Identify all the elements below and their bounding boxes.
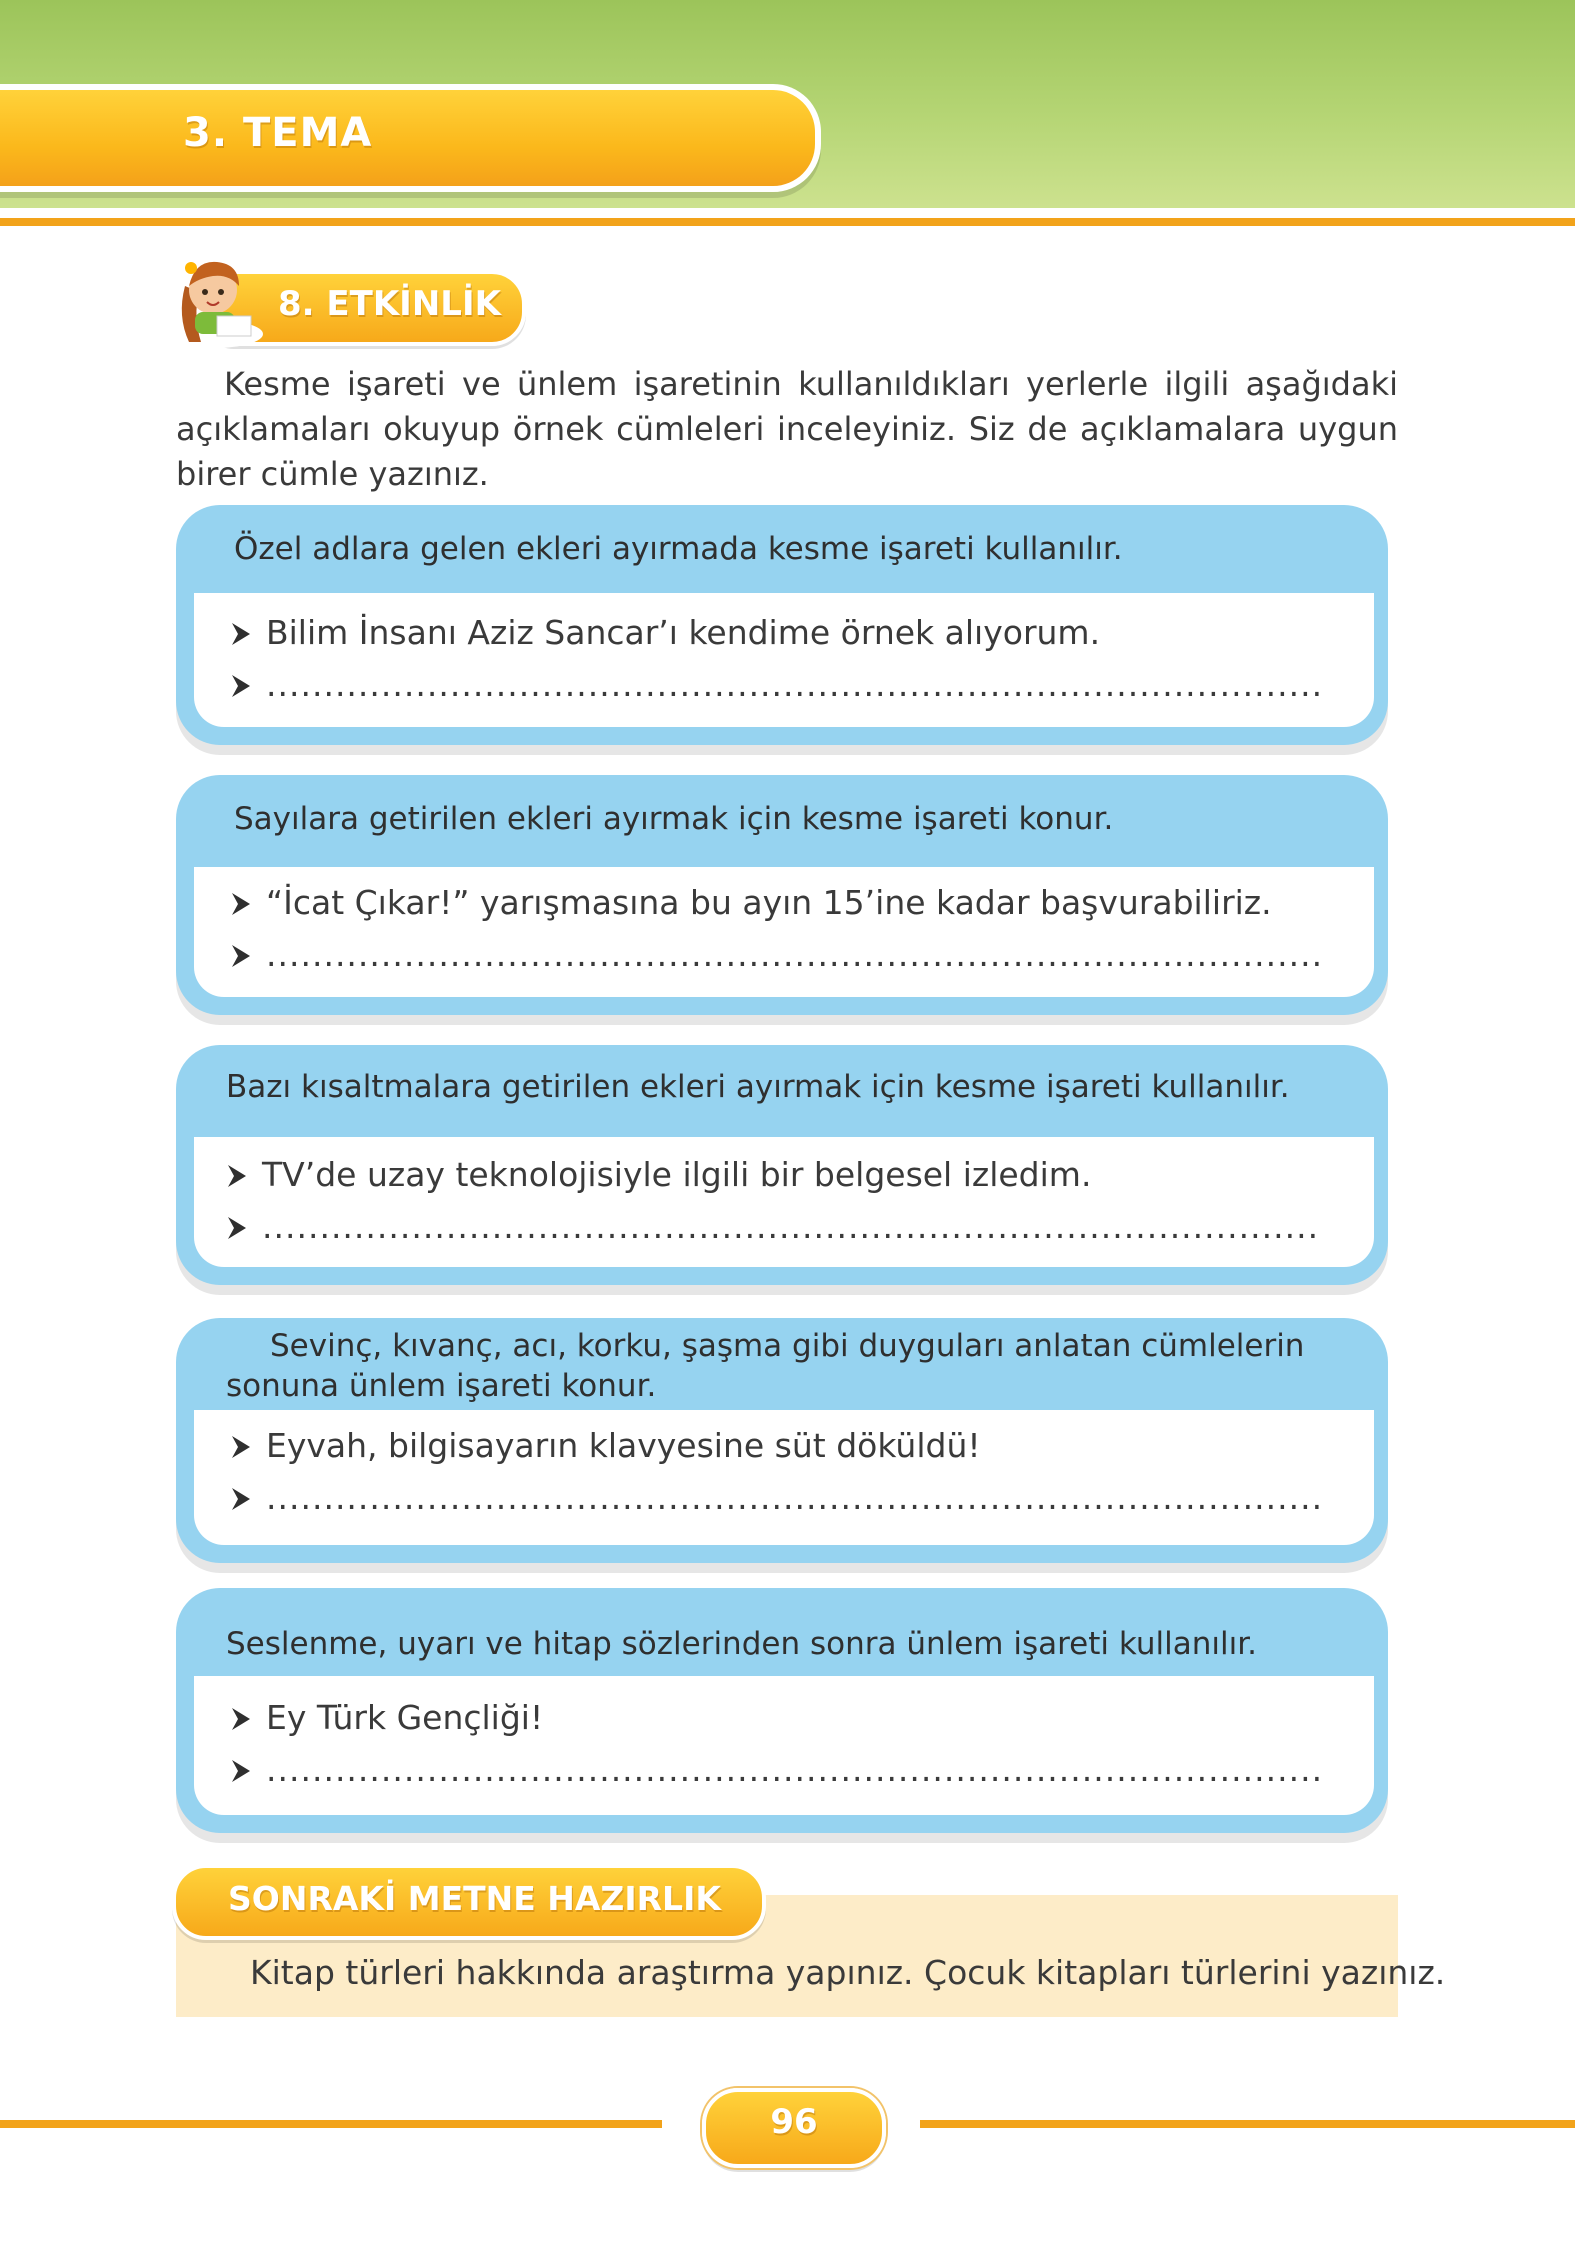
answer-blank: ............................................................................................: [266, 935, 1324, 974]
header-divider-white: [0, 208, 1575, 218]
example-sentence: [226, 1155, 1358, 1201]
next-text-prep-title: SONRAKİ METNE HAZIRLIK: [228, 1879, 721, 1918]
arrow-bullet-icon: [230, 1434, 252, 1460]
theme-label: 3. TEMA: [183, 110, 373, 156]
rule-title: Özel adlara gelen ekleri ayırmada kesme işareti kullanılır.: [234, 531, 1123, 567]
example-text: Eyvah, bilgisayarın klavyesine süt döküldü!: [266, 1426, 981, 1465]
rule-card: [176, 1588, 1388, 1833]
rule-title: Sayılara getirilen ekleri ayırmak için kesme işareti konur.: [234, 801, 1114, 837]
answer-line[interactable]: [230, 935, 1358, 981]
example-sentence: [230, 1426, 1358, 1472]
example-text: “İcat Çıkar!” yarışmasına bu ayın 15’ine kadar başvurabiliriz.: [266, 883, 1272, 922]
answer-blank: ............................................................................................: [266, 665, 1324, 704]
answer-blank: ............................................................................................: [262, 1207, 1320, 1246]
answer-blank: ............................................................................................: [266, 1750, 1324, 1789]
answer-line[interactable]: [230, 1478, 1358, 1524]
activity-instructions: Kesme işareti ve ünlem işaretinin kullanıldıkları yerlerle ilgili aşağıdaki açıklamaları okuyup örnek cümleleri inceleyiniz. Siz de açıklamalara uygun birer cümle yazınız.: [176, 365, 1398, 493]
next-text-prep-text: Kitap türleri hakkında araştırma yapınız. Çocuk kitapları türlerini yazınız.: [250, 1953, 1446, 1992]
answer-line[interactable]: [230, 1750, 1358, 1796]
activity-label: 8. ETKİNLİK: [278, 284, 501, 324]
arrow-bullet-icon: [230, 943, 252, 969]
arrow-bullet-icon: [230, 621, 252, 647]
rule-card: [176, 505, 1388, 745]
answer-line[interactable]: [230, 665, 1358, 711]
example-sentence: [230, 883, 1358, 929]
rule-title: Bazı kısaltmalara getirilen ekleri ayırmak için kesme işareti kullanılır.: [226, 1069, 1290, 1105]
arrow-bullet-icon: [226, 1163, 248, 1189]
arrow-bullet-icon: [230, 1486, 252, 1512]
rule-title: Sevinç, kıvanç, acı, korku, şaşma gibi duyguları anlatan cümlelerin sonuna ünlem işareti konur.: [226, 1328, 1305, 1404]
page-number: 96: [770, 2102, 818, 2142]
arrow-bullet-icon: [230, 1706, 252, 1732]
arrow-bullet-icon: [230, 673, 252, 699]
rule-card: [176, 775, 1388, 1015]
rule-card: [176, 1318, 1388, 1563]
example-sentence: [230, 613, 1358, 659]
answer-line[interactable]: [226, 1207, 1358, 1253]
theme-tab: [0, 84, 821, 192]
footer-line-right: [920, 2120, 1575, 2128]
example-text: Ey Türk Gençliği!: [266, 1698, 544, 1737]
arrow-bullet-icon: [230, 891, 252, 917]
example-sentence: [230, 1698, 1358, 1744]
example-text: Bilim İnsanı Aziz Sancar’ı kendime örnek alıyorum.: [266, 613, 1101, 652]
arrow-bullet-icon: [230, 1758, 252, 1784]
answer-blank: ............................................................................................: [266, 1478, 1324, 1517]
rule-card: [176, 1045, 1388, 1285]
arrow-bullet-icon: [226, 1215, 248, 1241]
header-divider-orange: [0, 218, 1575, 226]
girl-writing-icon: [155, 246, 275, 356]
rule-title: Seslenme, uyarı ve hitap sözlerinden sonra ünlem işareti kullanılır.: [226, 1626, 1257, 1662]
example-text: TV’de uzay teknolojisiyle ilgili bir belgesel izledim.: [262, 1155, 1092, 1194]
footer-line-left: [0, 2120, 662, 2128]
